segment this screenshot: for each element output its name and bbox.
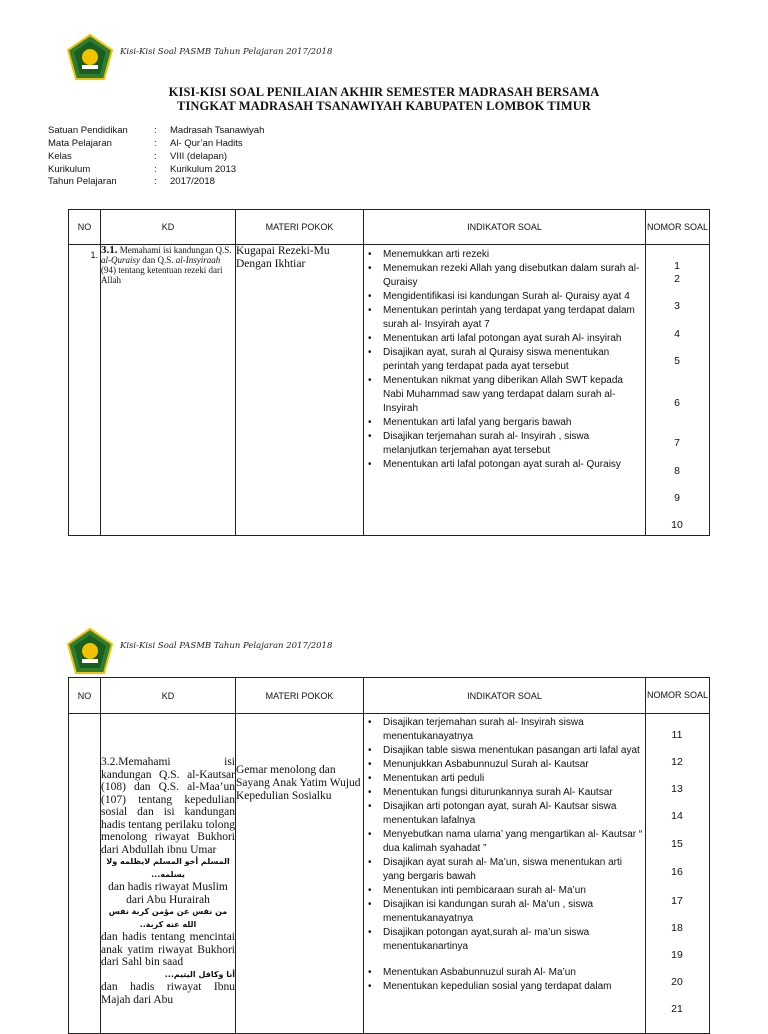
col-header-materi: MATERI POKOK — [236, 210, 364, 245]
kd-arabic: أنا وكافل اليتيم... — [164, 969, 235, 979]
kd-arabic: المسلم أخو المسلم لايظلمه ولا يسلمه... — [106, 857, 230, 879]
indicator-item: • Menunjukkan Asbabunnuzul Surah al- Kautsar — [368, 758, 645, 772]
col-header-nomor: NOMOR SOAL — [646, 210, 710, 245]
materi-cell: Gemar menolong dan Sayang Anak Yatim Wujud Kepedulian Sosialku — [236, 714, 364, 1034]
indicator-item: • Disajikan isi kandungan surah al- Ma’un , siswa menentukanayatnya — [368, 898, 645, 926]
info-value: 2017/2018 — [170, 176, 215, 187]
question-number: 4 — [674, 328, 680, 340]
indicator-list — [364, 248, 645, 472]
indicator-item: • Disajikan ayat, surah al Quraisy siswa menentukan perintah yang terdapat pada ayat tersebut — [368, 346, 645, 374]
col-header-materi: MATERI POKOK — [236, 678, 364, 714]
materi-cell: Kugapai Rezeki-Mu Dengan Ikhtiar — [236, 245, 364, 536]
running-header: Kisi-Kisi Soal PASMB Tahun Pelajaran 2017/2018 — [120, 641, 333, 651]
info-value: Al- Qur’an Hadits — [170, 138, 243, 149]
col-header-kd: KD — [101, 678, 236, 714]
kd-surah: al-Quraisy — [101, 255, 140, 265]
indicator-item: • Mengidentifikasi isi kandungan Surah al- Quraisy ayat 4 — [368, 290, 645, 304]
info-label: Satuan Pendidikan — [48, 125, 128, 136]
question-number: 14 — [671, 810, 683, 822]
info-value: Madrasah Tsanawiyah — [170, 125, 265, 136]
col-header-kd: KD — [101, 210, 236, 245]
running-header: Kisi-Kisi Soal PASMB Tahun Pelajaran 2017/2018 — [120, 47, 333, 57]
kd-cell — [101, 245, 236, 536]
indikator-cell — [364, 714, 646, 1034]
kemenag-logo-icon — [65, 627, 115, 677]
indicator-item: • Menentukan arti lafal potongan ayat surah Al- insyirah — [368, 332, 645, 346]
info-label: Kelas — [48, 151, 72, 162]
row-no-cell — [69, 714, 101, 1034]
kd-text: Memahami isi kandungan Q.S. — [119, 245, 232, 255]
kd-text: dan hadis riwayat Ibnu Majah dari Abu — [101, 981, 235, 1006]
col-header-indikator: INDIKATOR SOAL — [364, 210, 646, 245]
nomor-cell — [646, 714, 710, 1034]
question-number: 17 — [671, 895, 683, 907]
indicator-item: • Menemukkan arti rezeki — [368, 248, 645, 262]
indicator-item: • Disajikan terjemahan surah al- Insyirah , siswa melanjutkan terjemahan ayat tersebut — [368, 430, 645, 458]
question-number: 13 — [671, 783, 683, 795]
row-number: 1. — [90, 250, 98, 260]
indicator-item: • Menentukan arti peduli — [368, 772, 645, 786]
indicator-item: • Menentukan kepedulian sosial yang terdapat dalam — [368, 980, 645, 994]
info-separator: : — [154, 176, 157, 187]
kemenag-logo-icon — [65, 33, 115, 83]
info-label: Tahun Pelajaran — [48, 176, 117, 187]
info-label: Mata Pelajaran — [48, 138, 112, 149]
indicator-item: • Disajikan potongan ayat,surah al- ma’un siswa menentukanartinya — [368, 926, 645, 954]
kd-number: 3.1. — [101, 244, 118, 256]
indicator-list — [364, 716, 645, 994]
question-number: 1 — [674, 260, 680, 272]
col-header-no: NO — [69, 678, 101, 714]
doc-title-line1: KISI-KISI SOAL PENILAIAN AKHIR SEMESTER MADRASAH BERSAMA — [168, 85, 600, 99]
kd-text: (94) tentang ketentuan rezeki dari Allah — [101, 265, 223, 285]
question-number: 2 — [674, 273, 680, 285]
question-number: 10 — [671, 519, 683, 531]
info-separator: : — [154, 164, 157, 175]
question-number: 3 — [674, 300, 680, 312]
indicator-item: • Menentukan fungsi diturunkannya surah Al- Kautsar — [368, 786, 645, 800]
info-separator: : — [154, 151, 157, 162]
indicator-item: • Menyebutkan nama ulama’ yang mengartikan al- Kautsar “ dua kalimah syahadat ” — [368, 828, 645, 856]
question-number: 8 — [674, 465, 680, 477]
question-number: 20 — [671, 976, 683, 988]
question-number: 18 — [671, 922, 683, 934]
question-number: 12 — [671, 756, 683, 768]
info-value: Kurikulum 2013 — [170, 164, 237, 175]
indicator-item: • Disajikan ayat surah al- Ma’un, siswa menentukan arti yang bergaris bawah — [368, 856, 645, 884]
indicator-item: • Menentukan arti lafal yang bergaris bawah — [368, 416, 645, 430]
indicator-item: • Menentukan Asbabunnuzul surah Al- Ma’un — [368, 966, 645, 980]
col-header-indikator: INDIKATOR SOAL — [364, 678, 646, 714]
question-number: 11 — [671, 729, 683, 741]
info-value: VIII (delapan) — [170, 151, 228, 162]
kd-arabic: من نفس عن مؤمن كربة نفس الله عنه كربة.. — [108, 907, 228, 929]
question-number: 5 — [674, 355, 680, 367]
question-number: 19 — [671, 949, 683, 961]
info-label: Kurikulum — [48, 164, 91, 175]
nomor-cell — [646, 245, 710, 536]
indicator-item: • Disajikan arti potongan ayat, surah Al- Kautsar siswa menentukan lafalnya — [368, 800, 645, 828]
col-header-nomor: NOMOR SOAL — [646, 678, 710, 714]
kd-text: 3.2.Memahami isi kandungan Q.S. al-Kautsar (108) dan Q.S. al-Maa’un (107) tentang kepedulian sosial dan isi kandungan hadis tentang perilaku tolong menolong riwayat Bukhori dari Abdullah ibnu Umar — [101, 756, 235, 856]
question-number: 6 — [674, 397, 680, 409]
question-number: 7 — [674, 437, 680, 449]
indicator-item: • Menentukan nikmat yang diberikan Allah SWT kepada Nabi Muhammad saw yang terdapat dalam surah al- Insyirah — [368, 374, 645, 416]
indicator-item: • Disajikan table siswa menentukan pasangan arti lafal ayat — [368, 744, 645, 758]
kd-text: dan Q.S. — [140, 255, 176, 265]
kd-text: dan hadis riwayat Muslim dari Abu Hurairah — [108, 881, 228, 906]
indikator-cell — [364, 245, 646, 536]
indicator-item: • Disajikan terjemahan surah al- Insyirah siswa menentukanayatnya — [368, 716, 645, 744]
kisi-table-1 — [68, 209, 710, 536]
kd-surah: al-Insyiraah — [175, 255, 221, 265]
question-number: 9 — [674, 492, 680, 504]
indicator-item: • Menemukan rezeki Allah yang disebutkan dalam surah al- Quraisy — [368, 262, 645, 290]
kd-cell — [101, 714, 236, 1034]
row-no-cell — [69, 245, 101, 536]
question-number: 16 — [671, 866, 683, 878]
info-separator: : — [154, 125, 157, 136]
kd-text: dan hadis tentang mencintai anak yatim riwayat Bukhori dari Sahl bin saad — [101, 931, 235, 968]
indicator-item: • Menentukan inti pembicaraan surah al- Ma’un — [368, 884, 645, 898]
indicator-item: • Menentukan perintah yang terdapat yang terdapat dalam surah al- Insyirah ayat 7 — [368, 304, 645, 332]
col-header-no: NO — [69, 210, 101, 245]
question-number: 15 — [671, 838, 683, 850]
indicator-item: • Menentukan arti lafal potongan ayat surah al- Quraisy — [368, 458, 645, 472]
info-separator: : — [154, 138, 157, 149]
doc-title-line2: TINGKAT MADRASAH TSANAWIYAH KABUPATEN LOMBOK TIMUR — [177, 99, 591, 113]
kisi-table-2 — [68, 677, 710, 1034]
question-number: 21 — [671, 1003, 683, 1015]
